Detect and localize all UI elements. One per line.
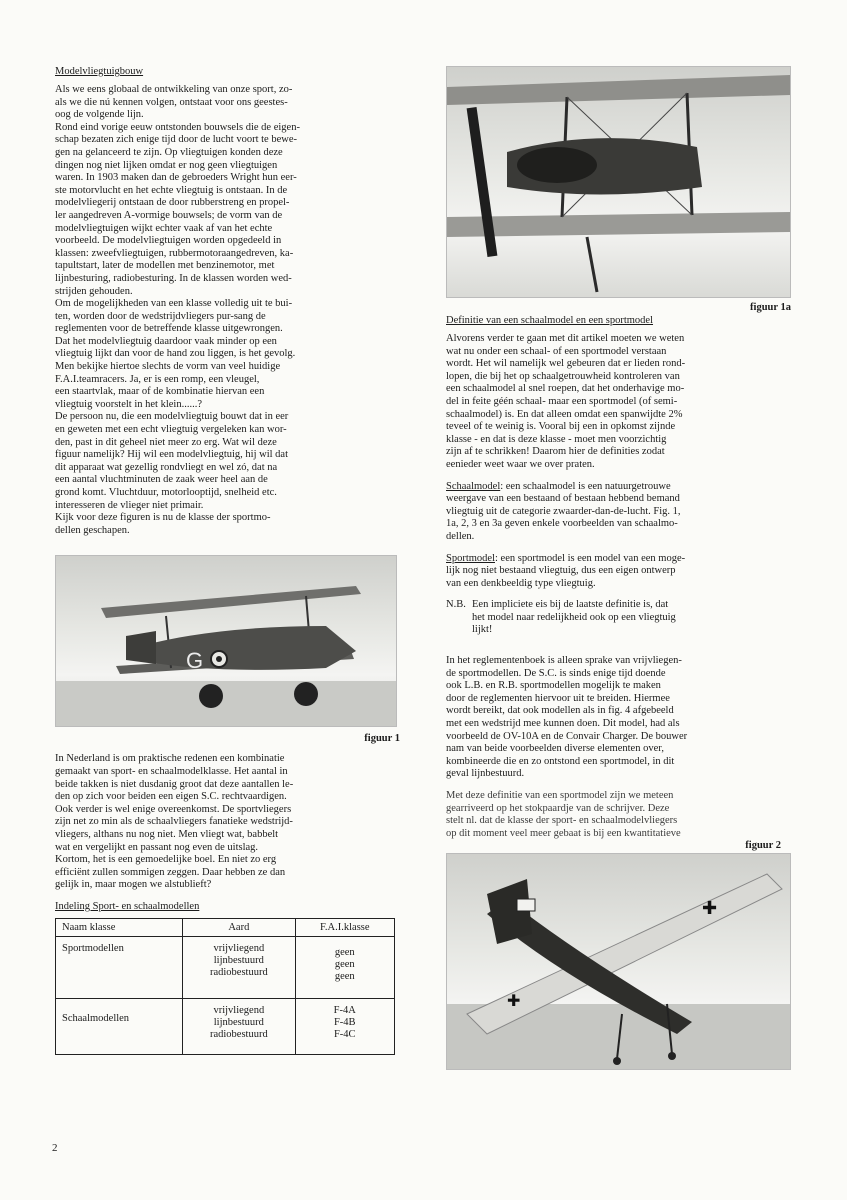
fuselage-marking: G	[186, 648, 204, 674]
text-line: efficiënt zullen sommigen zeggen. Daar hebben ze dan	[55, 866, 286, 878]
text-line: beide takken is niet dusdanig groot dat deze aantallen le-	[55, 778, 294, 790]
text-line: reglementen voor de betreffende klasse uitgewrongen.	[55, 323, 283, 335]
schaalmodel-definition	[446, 481, 791, 544]
text-line: klassen: zweefvliegtuigen, rubbermotoraangedreven, ka-	[55, 247, 294, 259]
text-line: kombineerde die en zo ontstond een sportmodel, in dit	[446, 755, 675, 767]
text-line: vliegers, althans nu nog niet. Men vliegt wat, babbelt	[55, 828, 279, 840]
text-line: del in feite géén schaal- maar een sportmodel (of semi-	[446, 395, 678, 407]
cell-line: geen	[334, 970, 355, 982]
nb-body	[472, 599, 676, 637]
text-line: wat en vergelijkt en passant nog even de uitslag.	[55, 841, 259, 853]
table-cell: Sportmodellen	[56, 936, 183, 998]
table-header: Aard	[183, 918, 295, 936]
text-line: Rond eind vorige eeuw ontstonden bouwsels die de eigen-	[55, 121, 300, 133]
cross-marking: ✚	[702, 898, 718, 920]
table-cell	[183, 998, 295, 1054]
figure-2-photo	[446, 853, 791, 1070]
text-line: De persoon nu, die een modelvliegtuig bouwt dat in eer	[55, 411, 289, 423]
text-line: vliegtuig voorstelt in het klein......?	[55, 398, 202, 410]
text-line: een schaalmodel al snel roepen, dat het onderhavige mo-	[446, 383, 685, 395]
cell-line: vrijvliegend	[213, 942, 265, 954]
text-line: lijkt!	[472, 624, 493, 636]
figure-1-caption: figuur 1	[364, 733, 400, 745]
text-line: eenieder weet waar we over praten.	[446, 458, 595, 470]
cross-marking: ✚	[507, 991, 521, 1011]
text-line: gelijk in, maar mogen we alstublieft?	[55, 879, 212, 891]
right-para-1	[446, 333, 791, 472]
left-para-2	[55, 122, 400, 298]
figure-1a-caption: figuur 1a	[750, 302, 791, 313]
text-span: : een schaalmodel is een natuurgetrouwe	[500, 480, 671, 492]
text-line: gemaakt van sport- en schaalmodelklasse. Het aantal in	[55, 765, 288, 777]
nb-label: N.B.	[446, 599, 466, 611]
cell-line: F-4B	[333, 1016, 356, 1028]
text-line: vliegtuig uit de categorie zwaarder-dan-de-lucht. Fig. 1,	[446, 505, 681, 517]
text-line: schaalmodel) is. En dat alleen omdat een spanwijdte 2%	[446, 408, 683, 420]
text-line: modelvliegerij ontstaan de door rubberstreng en propel-	[55, 197, 290, 209]
cell-line: lijnbestuurd	[213, 954, 264, 966]
cell-line: geen	[334, 946, 355, 958]
table-cell	[183, 936, 295, 998]
text-line: lijk nog niet bestaand vliegtuig, dus een eigen ontwerp	[446, 565, 676, 577]
figure-2-caption: figuur 2	[745, 840, 781, 852]
text-line: waren. In 1903 maken dan de gebroeders Wright hun eer-	[55, 172, 297, 184]
cell-line: F-4A	[333, 1004, 356, 1016]
text-line: ook L.B. en R.B. sportmodellen mogelijk te maken	[446, 680, 661, 692]
text-line: ste motorvlucht en het echte vliegtuig is ontstaan. In de	[55, 184, 288, 196]
text-line: als we die nú kennen volgen, ontstaat voor ons geestes-	[55, 96, 288, 108]
text-line: vliegtuig lijkt dan voor de hand zou liggen, is het gevolg.	[55, 348, 296, 360]
right-para-2	[446, 655, 791, 781]
text-line: wordt bereikt, dat ook modellen als in fig. 4 afgebeeld	[446, 705, 674, 717]
text-line: voorbeeld de OV-10A en de Convair Charger. De bouwer	[446, 730, 688, 742]
text-line: strijden gehouden.	[55, 285, 133, 297]
text-line: nam van beide voorbeelden diverse elementen over,	[446, 743, 664, 755]
table-cell	[295, 936, 394, 998]
text-line: stelt nl. dat de klasse der sport- en schaalmodelvliegers	[446, 815, 678, 827]
text-line: gen na gelanceerd te zijn. Op vliegtuigen konden deze	[55, 146, 283, 158]
text-line: 1a, 2, 3 en 3a geven enkele voorbeelden van schaalmo-	[446, 518, 678, 530]
cell-line: lijnbestuurd	[213, 1016, 264, 1028]
text-line: lijnbesturing, radiobesturing. In de klassen worden wed-	[55, 272, 292, 284]
text-line: F.A.I.teamracers. Ja, er is een romp, een vleugel,	[55, 373, 260, 385]
table-header: F.A.I.klasse	[295, 918, 394, 936]
text-line: Als we eens globaal de ontwikkeling van onze sport, zo-	[55, 84, 293, 95]
text-span: : een sportmodel is een model van een moge-	[495, 552, 686, 564]
text-line: zijn af te schrikken! Daarom hier de definities zodat	[446, 446, 665, 458]
text-line: gearriveerd op het stokpaardje van de schrijver. Deze	[446, 802, 670, 814]
text-line: Om de mogelijkheden van een klasse volledig uit te bui-	[55, 298, 293, 310]
figure-1-photo	[55, 555, 397, 727]
text-line: klasse - en dat is deze klasse - moet men voorzichtig	[446, 433, 667, 445]
figure-1a-photo	[446, 66, 791, 298]
biplane-closeup-illustration	[447, 67, 790, 297]
cell-line: geen	[334, 958, 355, 970]
text-line: dellen geschapen.	[55, 524, 130, 536]
text-line: ten, worden door de wedstrijdvliegers pur-sang de	[55, 310, 266, 322]
left-para-5	[55, 512, 400, 537]
text-line: modelvliegtuigen wijkt echter vaak af van het echte	[55, 222, 273, 234]
text-line: het model naar redelijkheid ook op een vliegtuig	[472, 611, 676, 623]
definitie-heading: Definitie van een schaalmodel en een sportmodel	[446, 315, 654, 326]
text-line: een aantal vluchtminuten de zaak weer heel aan de	[55, 474, 268, 486]
text-line: zijn net zo min als de schaalvliegers fanatieke wedstrijd-	[55, 816, 293, 828]
article-heading: Modelvliegtuigbouw	[55, 66, 144, 77]
sportmodel-definition	[446, 553, 791, 591]
left-column	[55, 66, 400, 1055]
table-header-row	[56, 918, 395, 936]
text-line: Ook verder is wel enige overeenkomst. De sportvliegers	[55, 803, 292, 815]
left-para-6	[55, 753, 400, 892]
text-line: interesseren de vlieger niet primair.	[55, 499, 204, 511]
schaalmodel-label: Schaalmodel	[446, 480, 501, 492]
text-line: In Nederland is om praktische redenen een kombinatie	[55, 753, 285, 765]
sportmodel-label: Sportmodel	[446, 552, 495, 564]
text-line: dingen nog niet lijken omdat er nog geen vliegtuigen	[55, 159, 278, 171]
text-line: Kortom, het is een gemoedelijke boel. En niet zo erg	[55, 854, 277, 866]
cell-line: vrijvliegend	[213, 1004, 265, 1016]
class-table	[55, 918, 395, 1055]
text-line: door de reglementen hiervoor uit te breiden. Hiermee	[446, 692, 670, 704]
right-para-3	[446, 790, 791, 840]
text-line: teveel of te weinig is. Vooral bij een in opkomst zijnde	[446, 421, 676, 433]
page-number: 2	[52, 1142, 58, 1154]
text-line	[446, 553, 791, 566]
cell-line: radiobestuurd	[209, 966, 268, 978]
left-para-4	[55, 411, 400, 512]
text-line: de sportmodellen. De S.C. is sinds enige tijd doende	[446, 667, 666, 679]
text-line: wordt. Het wil namelijk wel gebeuren dat er lieden rond-	[446, 358, 686, 370]
text-line: en geweten met een echt vliegtuig vergeleken kan wor-	[55, 424, 287, 436]
table-row	[56, 998, 395, 1054]
biplane-illustration	[56, 556, 396, 726]
table-cell: Schaalmodellen	[56, 998, 183, 1054]
cell-line: radiobestuurd	[209, 1028, 268, 1040]
text-line: van een denkbeeldig type vliegtuig.	[446, 577, 596, 589]
left-para-1	[55, 84, 400, 122]
text-line: schap bezaten zich enige tijd door de lucht voort te bewe-	[55, 134, 297, 146]
text-line: ler aangedreven A-vormige bouwsels; de vorm van de	[55, 209, 283, 221]
text-line: Men bekijke hiertoe slechts de vorm van veel huidige	[55, 361, 281, 373]
text-line: oog de volgende lijn.	[55, 109, 144, 121]
right-column	[446, 66, 791, 1070]
text-line: voorbeeld. De modelvliegtuigen worden opgedeeld in	[55, 235, 282, 247]
text-line: weergave van een bestaand of bestaan hebbend bemand	[446, 493, 680, 505]
text-line: geval lijnbestuurd.	[446, 768, 525, 780]
table-header: Naam klasse	[56, 918, 183, 936]
text-line: een staartvlak, maar of de kombinatie hiervan een	[55, 386, 265, 398]
left-para-3	[55, 298, 400, 411]
text-line: den op zich voor beiden een eigen S.C. rechtvaardigen.	[55, 791, 287, 803]
cell-line: F-4C	[333, 1028, 356, 1040]
nb-note	[446, 599, 791, 637]
text-line: dellen.	[446, 530, 475, 542]
table-heading: Indeling Sport- en schaalmodellen	[55, 900, 200, 912]
text-line: dit apparaat wat gezellig rondvliegt en wel zó, dat na	[55, 461, 278, 473]
text-line: wat nu onder een schaal- of een sportmodel verstaan	[446, 345, 667, 357]
table-cell	[295, 998, 394, 1054]
monoplane-illustration	[447, 854, 790, 1069]
text-line: met een wedstrijd mee kunnen doen. Dit model, had als	[446, 718, 680, 730]
text-line: Een impliciete eis bij de laatste definitie is, dat	[472, 599, 669, 611]
text-line: lopen, die bij het op schaalgetrouwheid kontroleren van	[446, 370, 680, 382]
text-line: Alvorens verder te gaan met dit artikel moeten we weten	[446, 333, 685, 344]
text-line: Met deze definitie van een sportmodel zijn we meteen	[446, 790, 674, 801]
text-line: In het reglementenboek is alleen sprake van vrijvliegen-	[446, 655, 682, 667]
text-line	[446, 481, 791, 494]
text-line: tapultstart, later de modellen met benzinemotor, met	[55, 260, 275, 272]
text-line: Dat het modelvliegtuig daardoor vaak minder op een	[55, 335, 277, 347]
text-line: figuur namelijk? Hij wil een modelvliegtuig, hij wil dat	[55, 449, 288, 461]
text-line: grond komt. Vluchtduur, motorlooptijd, snelheid etc.	[55, 487, 277, 498]
text-line: Kijk voor deze figuren is nu de klasse der sportmo-	[55, 512, 271, 524]
table-row	[56, 936, 395, 998]
text-line: op dit moment veel meer gebaat is bij een kwantitatieve	[446, 827, 681, 839]
text-line: den, past in dit geheel niet meer zo erg. Wat wil deze	[55, 436, 277, 448]
